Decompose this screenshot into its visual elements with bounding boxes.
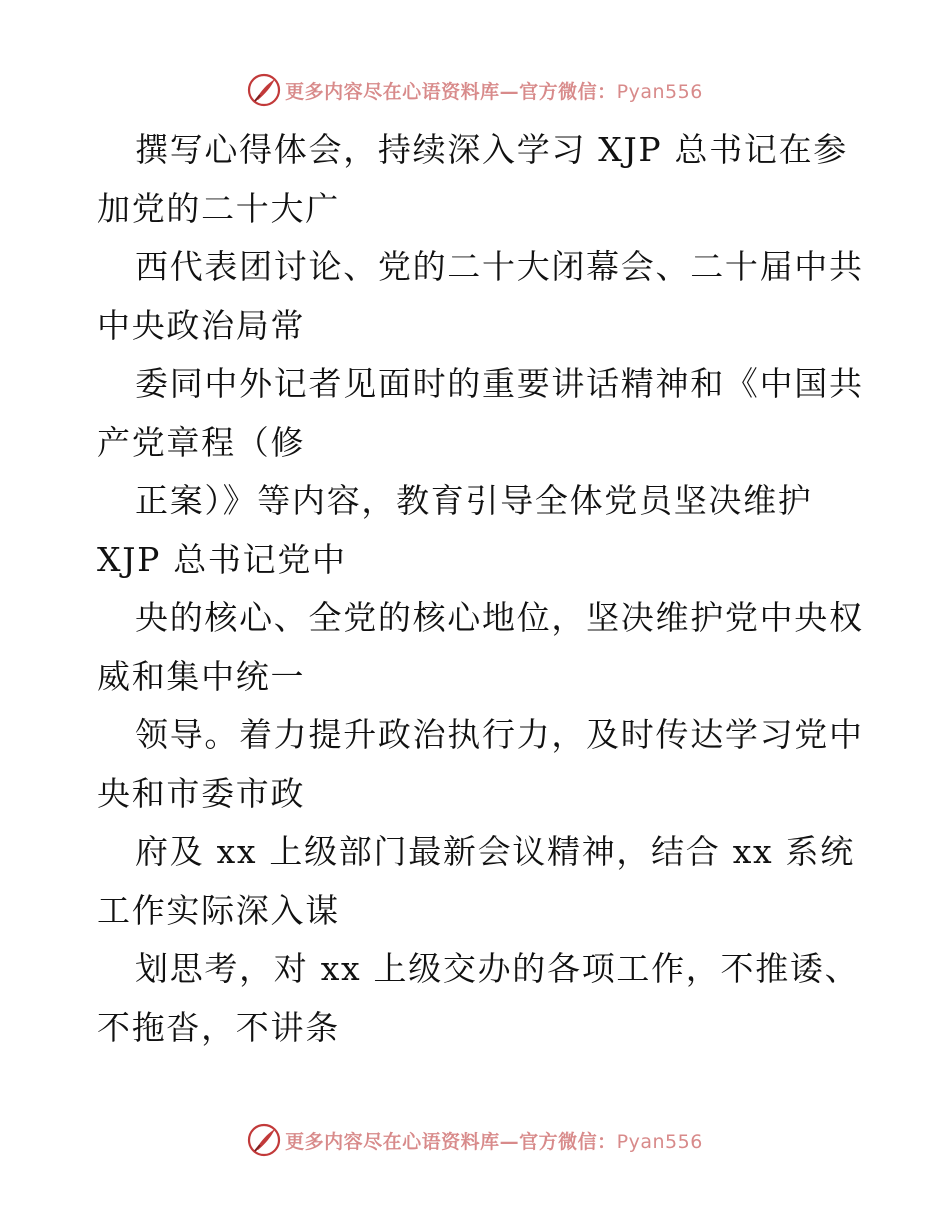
text-line: 央和市委市政 bbox=[97, 773, 306, 813]
text-line: XJP 总书记党中 bbox=[97, 539, 347, 579]
quill-pen-icon bbox=[247, 73, 281, 107]
text-line: 领导。着力提升政治执行力，及时传达学习党中 bbox=[135, 715, 864, 754]
footer-watermark bbox=[0, 1120, 950, 1160]
watermark-text: 更多内容尽在心语资料库—官方微信：Pyan556 bbox=[285, 80, 703, 103]
text-line: 加党的二十大广 bbox=[97, 188, 340, 228]
text-line: 正案）》等内容，教育引导全体党员坚决维护 bbox=[135, 481, 813, 520]
quill-pen-icon bbox=[247, 1123, 281, 1157]
text-line: 西代表团讨论、党的二十大闭幕会、二十届中共 bbox=[135, 247, 864, 286]
text-line: 撰写心得体会，持续深入学习 XJP 总书记在参 bbox=[135, 130, 849, 169]
watermark-text: 更多内容尽在心语资料库—官方微信：Pyan556 bbox=[285, 1130, 703, 1153]
text-line: 委同中外记者见面时的重要讲话精神和《中国共 bbox=[135, 364, 864, 403]
text-line: 产党章程（修 bbox=[97, 422, 306, 462]
text-line: 央的核心、全党的核心地位，坚决维护党中央权 bbox=[135, 598, 864, 637]
text-line: 威和集中统一 bbox=[97, 656, 306, 696]
text-line: 中央政治局常 bbox=[97, 305, 306, 345]
text-line: 府及 xx 上级部门最新会议精神，结合 xx 系统 bbox=[135, 832, 855, 871]
text-line: 不拖沓，不讲条 bbox=[97, 1007, 340, 1047]
document-body bbox=[97, 121, 864, 1057]
header-watermark bbox=[0, 70, 950, 110]
text-line: 划思考，对 xx 上级交办的各项工作，不推诿、 bbox=[135, 949, 860, 988]
text-line: 工作实际深入谋 bbox=[97, 890, 340, 930]
